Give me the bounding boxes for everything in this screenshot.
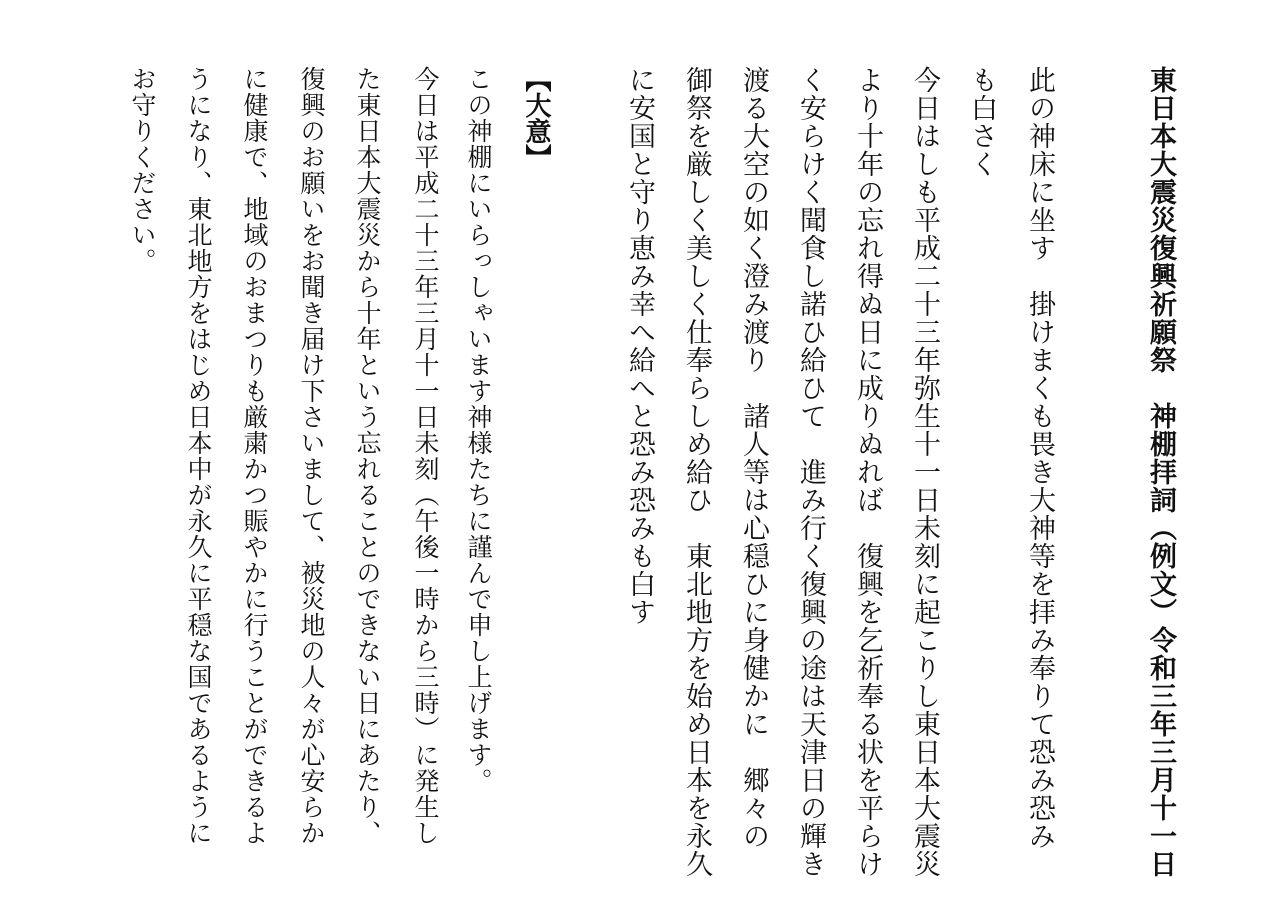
norito-line-4: より十年の忘れ得ぬ日に成りぬれば 復興を乞祈奉る状を平らけ	[852, 66, 883, 878]
taii-line-6: うになり、東北地方をはじめ日本中が永久に平穏な国であるように	[184, 66, 213, 846]
taii-line-2: 今日は平成二十三年三月十一日未刻（午後一時から三時）に発生し	[411, 66, 440, 846]
taii-line-4: 復興のお願いをお聞き届け下さいまして、被災地の人々が心安らか	[297, 66, 326, 846]
taii-line-7: お守りください。	[128, 66, 157, 274]
norito-line-5: く安らけく聞食し諾ひ給ひて 進み行く復興の途は天津日の輝き	[795, 66, 826, 878]
document-title: 東日本大震災復興祈願祭 神棚拝詞（例文）令和三年三月十一日	[1145, 66, 1176, 878]
norito-line-7: 御祭を厳しく美しく仕奉らしめ給ひ 東北地方を始め日本を永久	[681, 66, 712, 878]
norito-line-6: 渡る大空の如く澄み渡り 諸人等は心穏ひに身健かに 郷々の	[738, 66, 769, 850]
taii-line-3: た東日本大震災から十年という忘れることのできない日にあたり、	[353, 66, 382, 846]
norito-line-3: 今日はしも平成二十三年弥生十一日未刻に起こりし東日本大震災	[909, 66, 940, 878]
norito-line-2: も白さく	[966, 66, 997, 178]
taii-heading: 【大意】	[521, 66, 551, 170]
taii-line-1: この神棚にいらっしゃいます神様たちに謹んで申し上げます。	[464, 66, 493, 794]
taii-line-5: に健康で、地域のおまつりも厳粛かつ賑やかに行うことができるよ	[240, 66, 269, 846]
norito-line-1: 此の神床に坐す 掛けまくも畏き大神等を拝み奉りて恐み恐み	[1024, 66, 1055, 850]
norito-line-8: に安国と守り恵み幸へ給へと恐み恐みも白す	[624, 66, 655, 626]
